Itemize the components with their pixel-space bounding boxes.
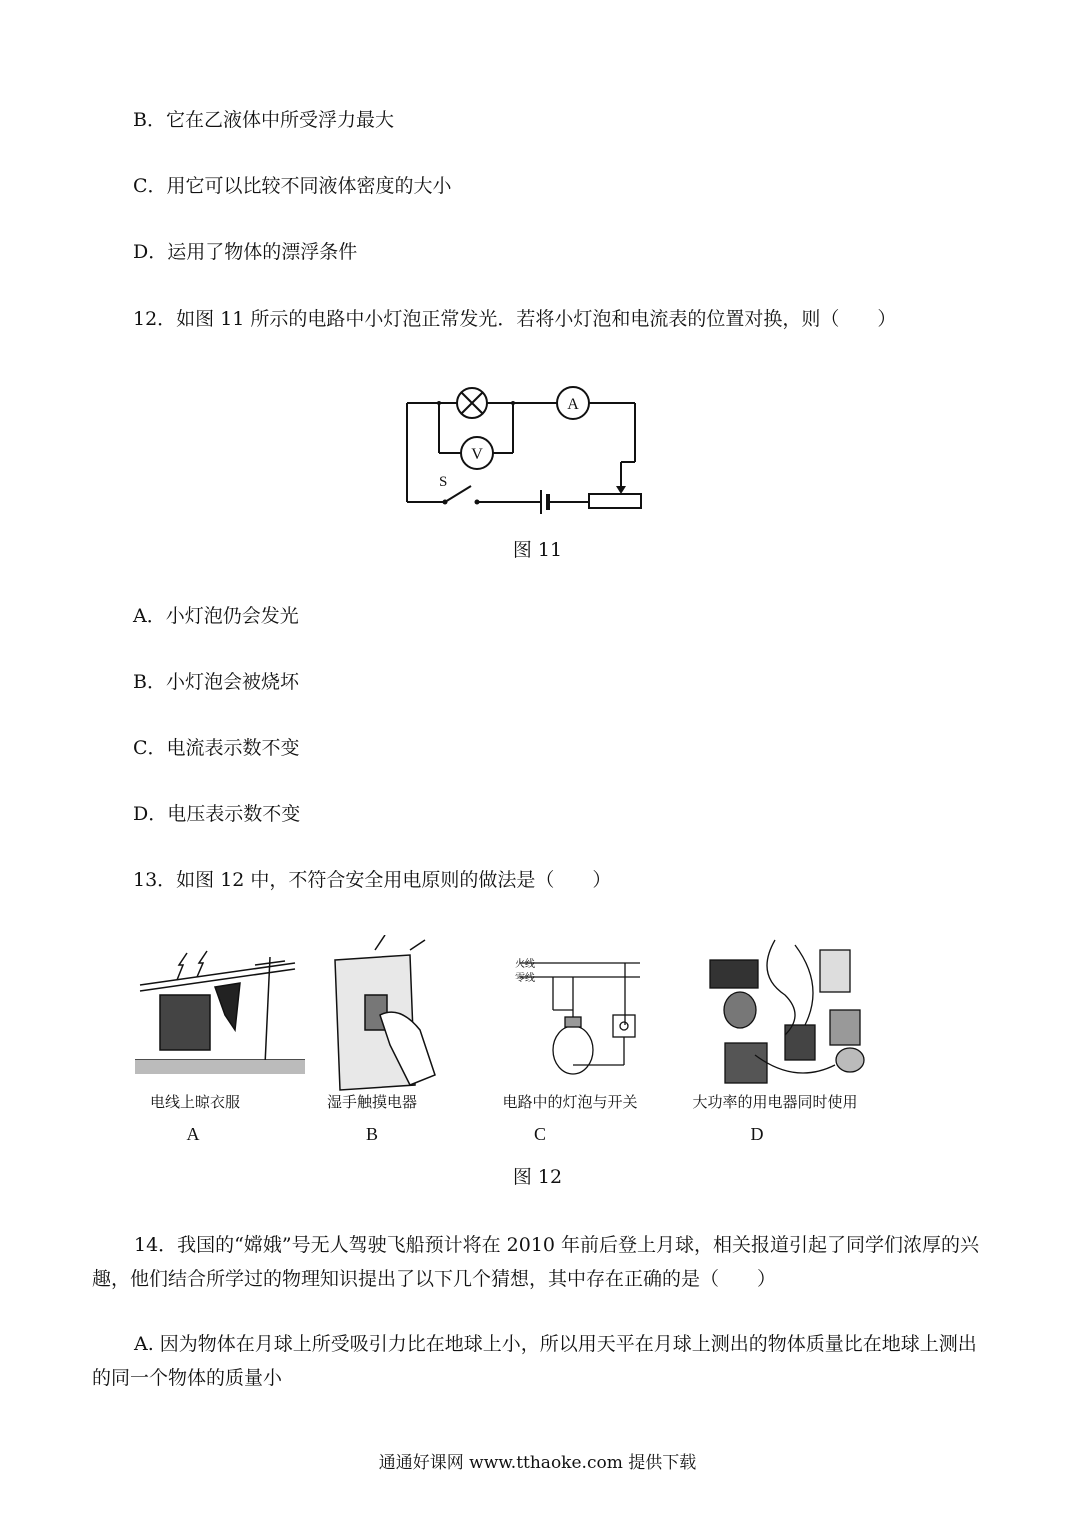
panel-a-illustration: [135, 951, 305, 1074]
panel-d-letter: D: [750, 1124, 764, 1144]
panel-a-text: 电线上晾衣服: [149, 1093, 241, 1111]
panel-d-illustration: [710, 940, 864, 1083]
panel-c-letter: C: [533, 1124, 547, 1144]
q11-option-c: C．用它可以比较不同液体密度的大小: [133, 175, 452, 197]
panel-a-letter: A: [186, 1124, 200, 1144]
slider-arrow-icon: [616, 486, 626, 494]
panel-b-text: 湿手触摸电器: [326, 1093, 418, 1111]
fig12-caption: 图 12: [512, 1166, 563, 1188]
page-footer: 通通好课网 www.tthaoke.com 提供下载: [378, 1453, 697, 1473]
q14-stem: 14．我国的“嫦娥”号无人驾驶飞船预计将在 2010 年前后登上月球，相关报道引起了同学们浓厚的兴趣，他们结合所学过的物理知识提出了以下几个猜想，其中存在正确的是（ ）: [92, 1234, 980, 1290]
live-wire-label: 火线: [515, 959, 535, 970]
q12-option-c: C．电流表示数不变: [133, 737, 300, 759]
q12-option-d: D．电压表示数不变: [133, 803, 301, 825]
panel-c-text: 电路中的灯泡与开关: [502, 1093, 638, 1111]
panel-c-illustration: [520, 963, 640, 1074]
panel-b-letter: B: [365, 1124, 379, 1144]
q14-option-a: A. 因为物体在月球上所受吸引力比在地球上小，所以用天平在月球上测出的物体质量比在地球上测出的同一个物体的质量小: [92, 1333, 977, 1389]
fig11-caption: 图 11: [512, 539, 563, 561]
panel-d-text: 大功率的用电器同时使用: [692, 1093, 858, 1111]
q13-stem: 13．如图 12 中，不符合安全用电原则的做法是（ ）: [133, 869, 612, 891]
circuit-diagram-fig11: [395, 378, 655, 518]
q12-option-a: A．小灯泡仍会发光: [133, 605, 299, 627]
safety-figure-fig12: [135, 935, 925, 1150]
switch-label: S: [439, 474, 448, 490]
q11-option-b: B．它在乙液体中所受浮力最大: [133, 109, 394, 131]
panel-b-illustration: [335, 935, 435, 1090]
q12-option-b: B．小灯泡会被烧坏: [133, 671, 299, 693]
q12-stem: 12．如图 11 所示的电路中小灯泡正常发光．若将小灯泡和电流表的位置对换，则（ ）: [133, 308, 897, 330]
neutral-wire-label: 零线: [515, 973, 535, 984]
voltmeter-label: V: [471, 446, 483, 463]
q11-option-d: D．运用了物体的漂浮条件: [133, 241, 358, 263]
ammeter-label: A: [567, 396, 579, 413]
